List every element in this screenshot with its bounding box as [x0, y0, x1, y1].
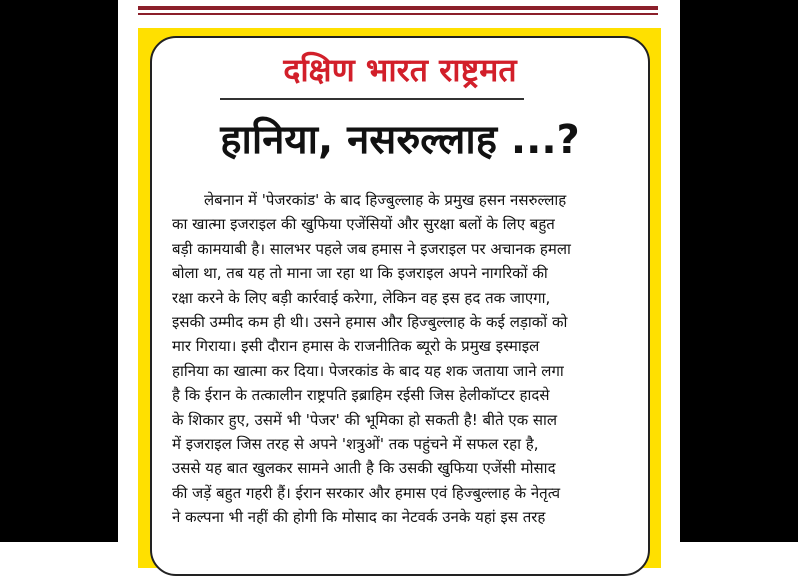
right-black-margin	[680, 0, 798, 542]
article-line: लेबनान में 'पेजरकांड' के बाद हिज्बुल्लाह के प्रमुख हसन नसरुल्लाह	[204, 191, 567, 209]
left-black-margin	[0, 0, 118, 542]
top-rule-thin	[138, 13, 658, 15]
headline: हानिया, नसरुल्लाह ...?	[220, 117, 580, 163]
article-body	[172, 188, 642, 529]
masthead-underline	[220, 98, 524, 100]
article-line: के शिकार हुए, उसमें भी 'पेजर' की भूमिका हो सकती है! बीते एक साल	[172, 410, 558, 429]
article-line: हानिया का खात्मा कर दिया। पेजरकांड के बाद यह शक जताया जाने लगा	[172, 361, 564, 380]
article-line: ने कल्पना भी नहीं की होगी कि मोसाद का नेटवर्क उनके यहां इस तरह	[172, 508, 546, 527]
article-line: में इजराइल जिस तरह से अपने 'शत्रुओं' तक पहुंचने में सफल रहा है,	[172, 434, 539, 453]
article-line: बोला था, तब यह तो माना जा रहा था कि इजराइल अपने नागरिकों की	[172, 264, 548, 283]
editorial-frame	[138, 28, 661, 568]
article-line: इसकी उम्मीद कम ही थी। उसने हमास और हिज्बुल्लाह के कई लड़ाकों को	[172, 312, 568, 331]
article-line: उससे यह बात खुलकर सामने आती है कि उसकी खुफिया एजेंसी मोसाद	[172, 459, 556, 478]
newspaper-page	[118, 0, 680, 542]
article-line: की जड़ें बहुत गहरी हैं। ईरान सरकार और हमास एवं हिज्बुल्लाह के नेतृत्व	[172, 483, 561, 502]
article-line: है कि ईरान के तत्कालीन राष्ट्रपति इब्राहिम रईसी जिस हेलीकॉप्टर हादसे	[172, 386, 550, 405]
article-line: रक्षा करने के लिए बड़ी कार्रवाई करेगा, लेकिन वह इस हद तक जाएगा,	[172, 288, 551, 307]
article-line: बड़ी कामयाबी है। सालभर पहले जब हमास ने इजराइल पर अचानक हमला	[172, 239, 571, 258]
article-line: का खात्मा इजराइल की खुफिया एजेंसियों और सुरक्षा बलों के लिए बहुत	[172, 215, 555, 234]
masthead: दक्षिण भारत राष्ट्रमत	[283, 51, 517, 89]
top-rule-thick	[138, 6, 658, 10]
article-line: मार गिराया। इसी दौरान हमास के राजनीतिक ब्यूरो के प्रमुख इस्माइल	[172, 337, 540, 356]
editorial-card	[150, 36, 650, 576]
